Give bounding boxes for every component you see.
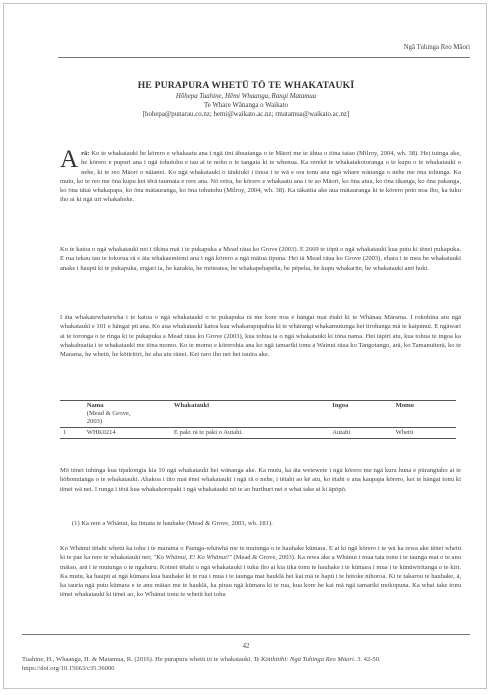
article-title: HE PURAPURA WHETŪ TŌ TE WHAKATAUKĪ	[137, 80, 355, 91]
drop-cap: A	[60, 146, 79, 173]
citation	[22, 655, 470, 673]
paragraph-5-text-b: (Mead & Grove, 2003). Ka rewa ake a Whānui i mua tata tonu i te taunga mai o te anu mātao, arā i te mutunga o te ngahuru. Koinei tētahi o ngā whakataukī i tuku iho ai kia tika tonu te hauhake i te kūmara i mua i te kūnūwiritanga o te kiri. Ka mutu, ka haupū ai ngā kūmara kua hauhake ki te rua i mua i te taunga mai hauklā hei kai mā te hapū i te hōtoke nihoroa. Ki te takarou te hauhake, ā, ka tauria ngā putu kūmara e te anu mātao me te hauklā, ka pirau ngā kūmara ki te rua, kua kore he kai mā ngā tamariki mokopuna. Ka whai take tonu tēnei whakataukī ki tēnei ao, ko Whānui tonu te whetū hei tohu	[60, 554, 461, 599]
header-index	[60, 401, 84, 428]
paragraph-2	[60, 245, 461, 273]
paragraph-4	[60, 466, 461, 494]
running-head: Ngā Tuhinga Reo Māori	[403, 44, 470, 51]
header-nama: Nama (Mead & Grove, 2003)	[86, 402, 131, 425]
table-header-row	[60, 401, 456, 428]
title-block	[60, 80, 432, 119]
header-whakatauki: Whakataukī	[173, 402, 210, 409]
paragraph-3-text: I āta whakatewhatewha i te katoa o ngā whakataukī o te pukapuka rā me kore noa e hāngai mai ētahi ki te Whānau Mārama. I rokohina atu ngā whakataukī e 101 e hāngai pū ana. Ko aua whakataukī katoa kua whakarapupahia ki te whārangi whakamutunga hei tirohanga mā te kaipānui. E ngāwari ai te toronga o te ringa ki te pukapuka a Mead rāua ko Grove (2003), kua tohua ia o ngā whakataukī ki tōna nama. Hei tāpiri atu, kua tohua te ingoa ka whakahuatia i te whakataukī me tōna momo. Ko te momo e kōrerohia ana ko ngā tamariki tonu a Wainui rāua ko Tangotango, arā, ko Tamanuiterā, ko te Marama, he whetū, he kōtiritiri, he aha atu rānei. Kei raro iho nei hei tauira ake.	[60, 314, 461, 358]
header-ingoa: Ingoa	[332, 402, 349, 409]
paragraph-5-text-a: Ko Whānui tētahi whetū ka tohu i te marama o Paenga-whāwhā me te mutunga o te hauhake kūmara. E ai ki ngā kōrero i te wā ka rewa ake tēnei whetū ki te pae ka rere te whakataukī nei;	[60, 545, 461, 562]
page-number: 42	[242, 643, 250, 650]
quote-text: (1) Ka rere a Whānui, ka tīmata te hauhake (Mead & Grove, 2003, wh. 181).	[72, 520, 273, 527]
header-rule	[58, 57, 470, 58]
cell-momo: Whetū	[395, 429, 414, 436]
citation-journal: Te Kōtihitihi: Ngā Tuhinga Reo Māori.	[253, 656, 356, 663]
whakatauki-table	[60, 400, 456, 439]
affiliation: Te Whare Wānanga o Waikato	[204, 102, 288, 109]
intro-keyword: rā:	[81, 150, 90, 157]
citation-text: Tuahine, H., Whaanga, H. & Matamua, R. (2016). He purapura whetū tō te whakataukī.	[22, 656, 254, 663]
intro-paragraph	[60, 146, 461, 205]
cell-whakatauki: E paki rā te paki o Autahi.	[173, 429, 243, 436]
cell-nama: WHK0214	[86, 429, 116, 436]
header-momo: Momo	[395, 402, 414, 409]
cell-index: 1	[63, 429, 67, 436]
citation-doi-link[interactable]: https://doi.org/10.15663/c35.36006	[22, 665, 115, 673]
author-emails: [hohepa@punarau.co.nz; hemi@waikato.ac.nz; rmatamua@waikato.ac.nz]	[142, 111, 350, 118]
table-row	[60, 428, 456, 439]
paragraph-5	[60, 544, 461, 600]
authors: Hōhepa Tuahine, Hēmi Whaanga, Rangi Matamua	[175, 93, 317, 100]
intro-text: Ko te whakataukī he kōrero e whakaatu ana i ngā tini āhuatanga o te Māori me te āhua o tōna taiao (Milroy, 2004, wh. 38). Hei tuinga ake, he kōrero e pupuri ana i ngā tohutohu e tau ai te noho o te tangata ki te whenua. Ka rerekē te whakatakotoranga o te kupu o te whakataukī o nehe, ki te reo Māori o nāianei. Ko ngā whakataukī o tāukiuki i tinoa i te wā e ora tonu ana ngā whare wānanga o nehe me ōna tohunga. Ka mutu, ko te reo me ōna kupu kei tērā taumata e rere ana. Nō reira, he kōrero e whakaatu ana i te ao Māori, ko ōna atua, ko ōna tikanga, ko ōna pakanga, ko ōna tātai whakapapa, ko ōna mātauranga, ko ōna tohutohu (Milroy, 2004, wh. 38). Ka tākaitia ake aua mātauranga ki te kōrero poto noa iho, ka tuku iho ai ki ngā uri whakaheke.	[60, 150, 461, 204]
footer-rule	[22, 634, 470, 635]
paragraph-2-text: Ko te katoa o ngā whakataukī nei i tīkina mai i te pukapuka a Mead rāua ko Grove (2003). E 2669 te tōpū o ngā whakataukī kua putu ki tēnei pukapuka. E rua tekau tau te tokorua rā e āta whakaemiemi ana i ngā kōrero a ngā mātua tīpuna. Hei tā Mead rāua ko Grove (2003), ehara i te mea he whakataukī anake i haupū ki te pukapuka, engari ia, he karakia, he mōteatea, he whakapehapeha, he pēpeha, he kupu whakarite, he whakataukī anō hoki.	[60, 246, 461, 272]
paragraph-4-text: Mō tēnei tuhinga kua tīpakongia kia 10 ngā whakataukī hei wānanga ake. Ka mutu, ka āta wetewete i ngā kōrero me ngā kura huna e pūrangiaho ai te hōhonutanga o te whakataukī. Ahakoa i tito mai ēnei whakataukī i ngā rā o nehe, i tētahi ao kē atu, ko ētahi o ana kaupapa kōrero, kei te hāngai tonu ki tēnei wā nei. I runga i tērā kua whakahoropaki i ngā whakataukī nō te ao hurihuri nei e whai take ai ki āpōpō.	[60, 467, 461, 493]
paragraph-3	[60, 313, 461, 359]
cell-ingoa: Autahi	[332, 429, 351, 436]
quote-line	[72, 519, 461, 528]
paragraph-5-italic: "Ko Whānui, E! Ko Whānui!"	[153, 554, 232, 562]
citation-volume: 3. 42-50.	[355, 656, 381, 663]
